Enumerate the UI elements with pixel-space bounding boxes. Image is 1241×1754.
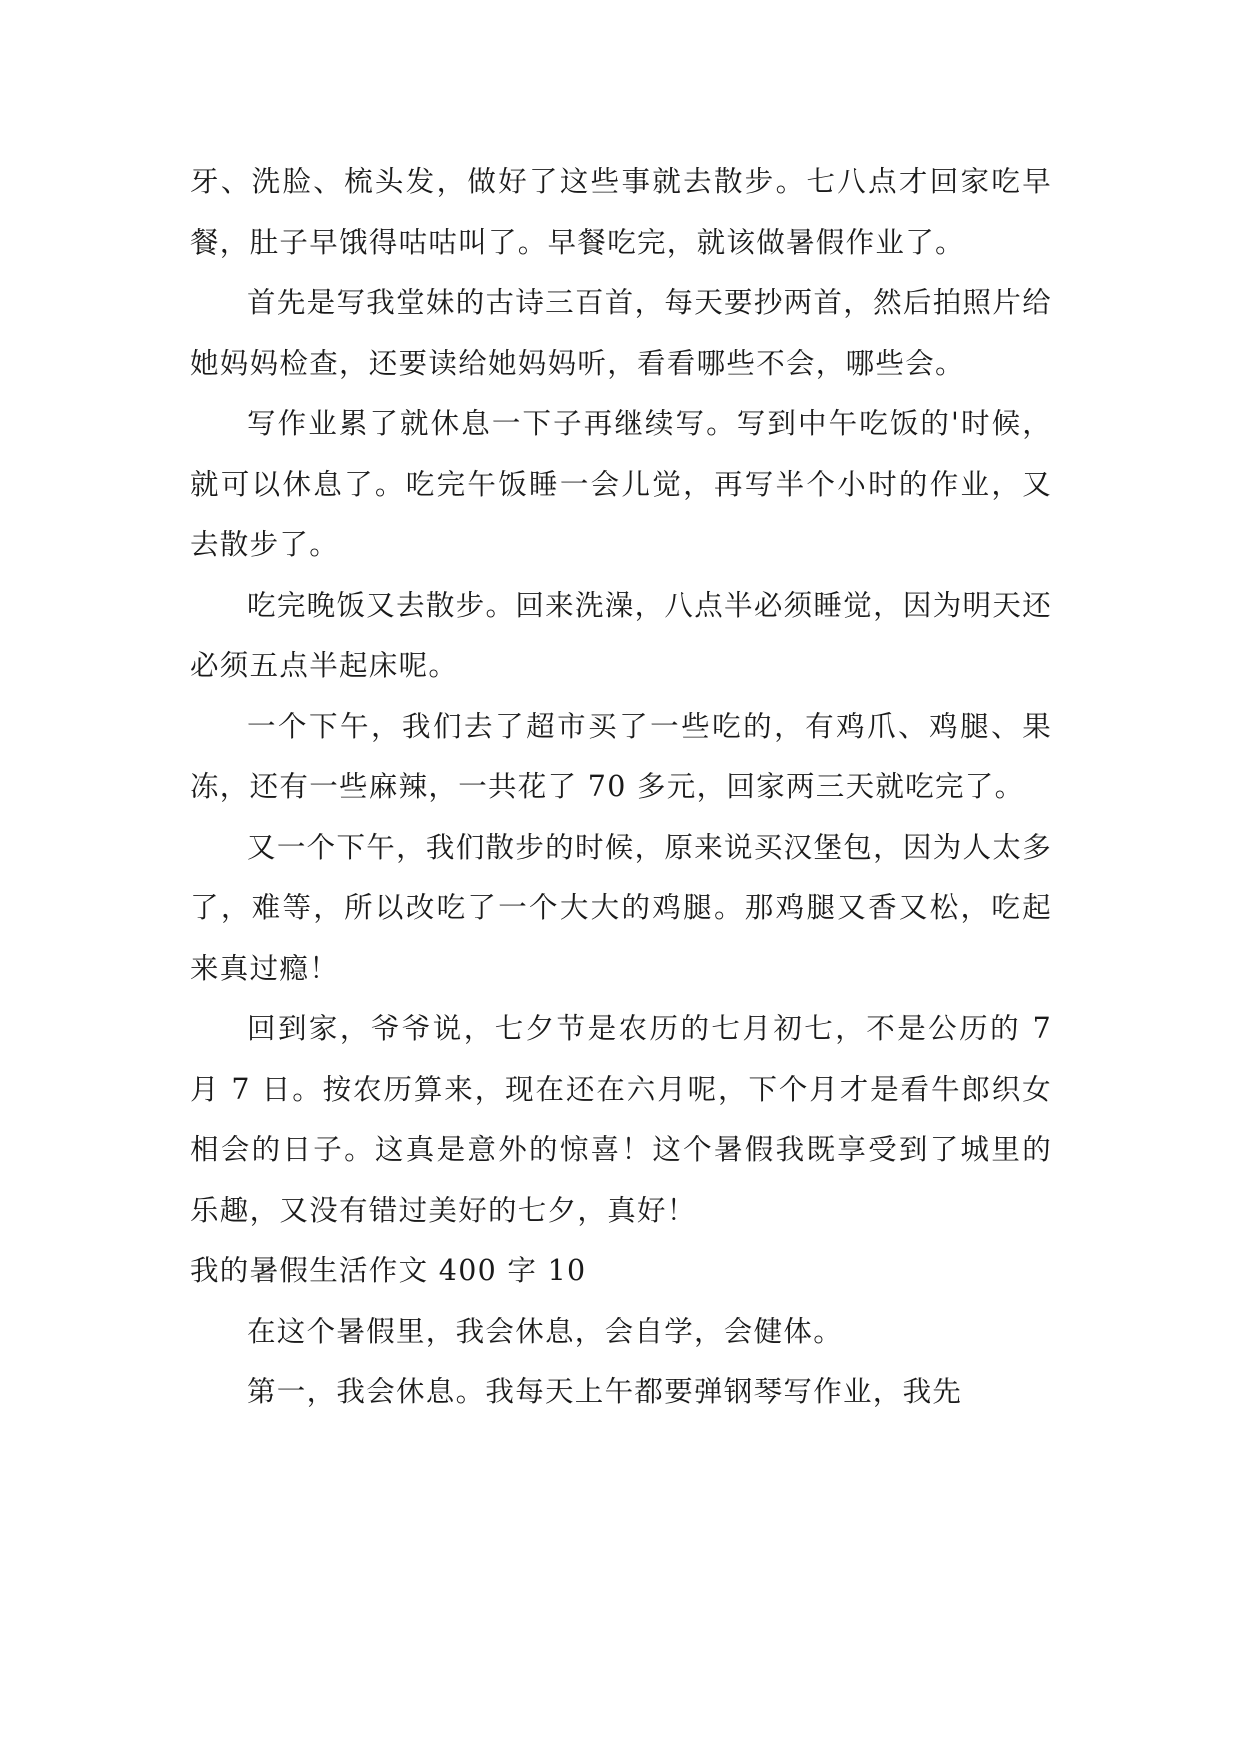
paragraph-5: 一个下午，我们去了超市买了一些吃的，有鸡爪、鸡腿、果冻，还有一些麻辣，一共花了 70 多元，回家两三天就吃完了。: [190, 709, 1052, 803]
paragraph-2: 首先是写我堂妹的古诗三百首，每天要抄两首，然后拍照片给她妈妈检查，还要读给她妈妈听，看看哪些不会，哪些会。: [190, 286, 1052, 380]
paragraph-7: 回到家，爷爷说，七夕节是农历的七月初七，不是公历的 7 月 7 日。按农历算来，现在还在六月呢，下个月才是看牛郎织女相会的日子。这真是意外的惊喜！这个暑假我既享受到了城里的乐趣，又没有错过美好的七夕，真好！: [190, 1012, 1052, 1227]
paragraph-4: 吃完晚饭又去散步。回来洗澡，八点半必须睡觉，因为明天还必须五点半起床呢。: [190, 588, 1052, 682]
paragraph-1: 牙、洗脸、梳头发，做好了这些事就去散步。七八点才回家吃早餐，肚子早饿得咕咕叫了。早餐吃完，就该做暑假作业了。: [190, 165, 1052, 259]
paragraph-8: 在这个暑假里，我会休息，会自学，会健体。: [247, 1314, 844, 1348]
paragraph-9: 第一，我会休息。我每天上午都要弹钢琴写作业，我先: [247, 1375, 963, 1408]
paragraph-3: 写作业累了就休息一下子再继续写。写到中午吃饭的'时候，就可以休息了。吃完午饭睡一会儿觉，再写半个小时的作业，又去散步了。: [190, 407, 1052, 561]
document-page: [190, 152, 1052, 1423]
paragraph-6: 又一个下午，我们散步的时候，原来说买汉堡包，因为人太多了，难等，所以改吃了一个大大的鸡腿。那鸡腿又香又松，吃起来真过瘾！: [190, 830, 1052, 985]
section-heading: 我的暑假生活作文 400 字 10: [190, 1254, 587, 1287]
